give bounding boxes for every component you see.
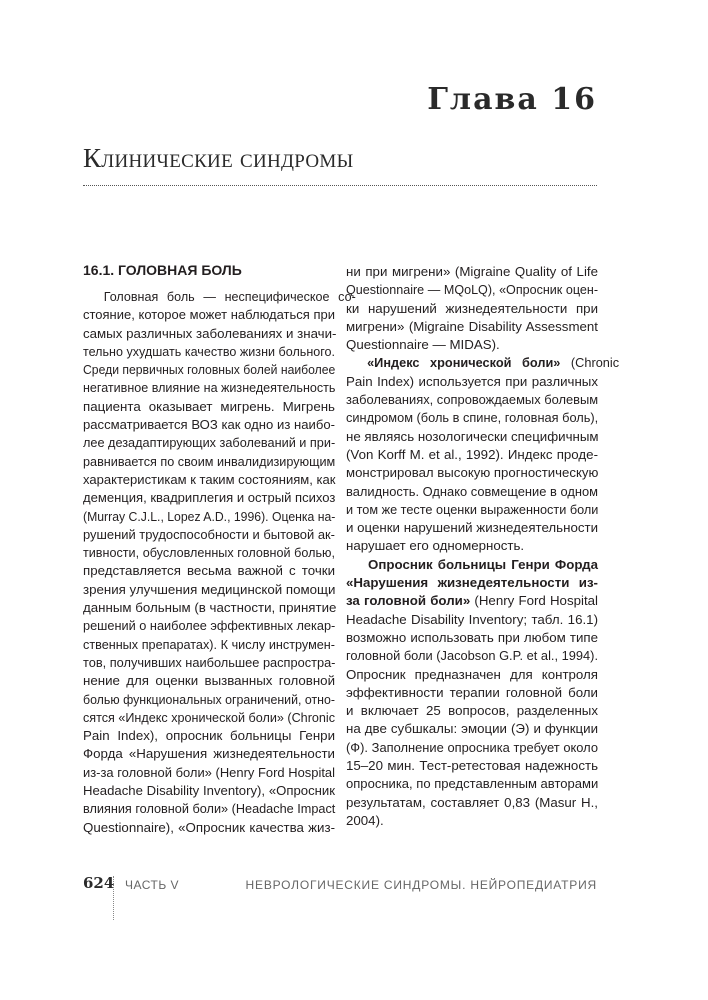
line-text: и том же тесте оценки выраженности боли [346, 501, 599, 517]
text-line [346, 611, 598, 629]
text-line [346, 409, 598, 427]
text-line [83, 544, 335, 562]
text-line [346, 537, 598, 555]
text-line [346, 720, 598, 738]
text-line [346, 775, 598, 793]
line-text: стояние, которое может наблюдаться при [83, 307, 335, 323]
text-line [346, 794, 598, 812]
line-text: сятся «Индекс хронической боли» (Chronic [83, 709, 335, 725]
line-text: данным больным (в частности, принятие [83, 600, 337, 616]
text-line [346, 318, 598, 336]
line-text: деменция, квадриплегия и острый психоз [83, 490, 336, 506]
text-line [346, 592, 598, 610]
text-line [83, 764, 335, 782]
text-line [346, 428, 598, 446]
line-text: зрения улучшения медицинской помощи [83, 581, 336, 597]
text-line [346, 464, 598, 482]
line-text: болью функциональных ограничений, отно- [83, 691, 335, 707]
line-text: Questionnaire), «Опросник качества жиз- [83, 819, 335, 835]
line-text: рассматривается ВОЗ как одно из наибо- [83, 417, 335, 433]
text-line [346, 354, 619, 372]
text-line [83, 691, 335, 709]
text-line [346, 446, 598, 464]
line-text: Головная боль — неспецифическое со- [103, 289, 356, 304]
text-line [346, 812, 598, 830]
text-line [346, 281, 598, 299]
text-line [83, 343, 335, 361]
text-line [83, 526, 335, 544]
text-line [83, 398, 335, 416]
page-number: 624 [83, 874, 115, 892]
text-line [346, 684, 598, 702]
text-line [83, 453, 335, 471]
line-text: Headache Disability Inventory), «Опросник [83, 783, 335, 799]
text-line [346, 336, 598, 354]
bold-text: за головной боли» [346, 593, 471, 609]
line-text: возможно использовать при любом типе [346, 629, 598, 645]
line-text: пациента оказывает мигрень. Мигрень [83, 398, 335, 414]
line-text: тов, получивших наибольшее распростра- [83, 654, 336, 670]
line-text: не являясь нозологически специфичным [346, 428, 599, 444]
text-line [346, 373, 598, 391]
text-line [83, 562, 335, 580]
line-text: эффективности терапии головной боли [346, 684, 598, 700]
text-line [346, 666, 598, 684]
line-text: представляется весьма важной с точки [83, 563, 335, 579]
line-text: и оценки нарушений жизнедеятельности [346, 520, 598, 536]
line-text: самых различных заболеваниях и значи- [83, 325, 337, 341]
section-heading: 16.1. ГОЛОВНАЯ БОЛЬ [83, 262, 242, 278]
text-line [83, 379, 335, 397]
text-line [83, 745, 335, 763]
line-text: Questionnaire — MQoLQ), «Опросник оцен- [346, 282, 598, 298]
text-line [83, 471, 335, 489]
text-line [83, 489, 335, 507]
line-text: на две субшкалы: эмоции (Э) и функции [346, 721, 598, 737]
dotted-divider [83, 185, 597, 186]
line-text: монстрировал высокую прогностическую [346, 465, 599, 481]
line-text: опросника, по представленным авторами [346, 776, 599, 792]
line-text: результатам, составляет 0,83 (Masur H., [346, 794, 598, 810]
text-line [83, 636, 335, 654]
text-line [346, 483, 598, 501]
text-line [346, 647, 598, 665]
text-line [83, 599, 335, 617]
line-text: нение для оценки вызванных головной [83, 673, 335, 689]
line-text: влияния головной боли» (Headache Impact [83, 801, 336, 817]
line-text: синдромом (боль в спине, головная боль), [346, 410, 599, 426]
line-text: мигрени» (Migraine Disability Assessment [346, 318, 598, 334]
line-text: лее дезадаптирующих заболеваний и при- [83, 435, 336, 451]
line-text: Среди первичных головных болей наиболее [83, 362, 336, 378]
line-text: нарушает его одномерность. [346, 538, 525, 554]
text-line [83, 306, 335, 324]
footer-divider [113, 876, 114, 920]
line-text: Pain Index), опросник больницы Генри [83, 728, 335, 744]
line-text: (Henry Ford Hospital [470, 593, 598, 609]
line-text: Questionnaire — MIDAS). [346, 337, 500, 353]
line-text: (Ф). Заполнение опросника требует около [346, 739, 598, 755]
line-text: головной боли (Jacobson G.P. et al., 1994). [346, 648, 599, 664]
line-text: 2004). [346, 812, 384, 828]
text-line [346, 501, 598, 519]
footer-section-title: НЕВРОЛОГИЧЕСКИЕ СИНДРОМЫ. НЕЙРОПЕДИАТРИЯ [245, 878, 597, 892]
text-line [83, 416, 335, 434]
line-text: заболеваниях, сопровождаемых болевым [346, 392, 599, 408]
line-text: негативное влияние на жизнедеятельность [83, 380, 336, 396]
bold-text: «Нарушения жизнедеятельности из- [346, 575, 598, 591]
text-line [83, 819, 335, 837]
text-line [83, 654, 335, 672]
bold-text: Опросник больницы Генри Форда [368, 556, 598, 572]
text-line [83, 617, 335, 635]
line-text: из-за головной боли» (Henry Ford Hospital [83, 764, 335, 780]
line-text: и включает 25 вопросов, разделенных [346, 703, 598, 719]
line-text: ки нарушений жизнедеятельности при [346, 300, 598, 316]
line-text: (Chronic [560, 355, 620, 371]
text-line [346, 263, 598, 281]
line-text: характеристикам к таким состояниям, как [83, 471, 336, 487]
text-line [83, 434, 335, 452]
line-text: тивности, обусловленных головной болью, [83, 545, 335, 561]
text-line [346, 300, 598, 318]
text-line [83, 361, 335, 379]
chapter-number: Глава 16 [427, 82, 597, 117]
line-text: ни при мигрени» (Migraine Quality of Life [346, 264, 598, 279]
text-line [83, 288, 356, 306]
line-text: (Murray C.J.L., Lopez A.D., 1996). Оценка на- [83, 508, 336, 524]
text-line [346, 519, 598, 537]
line-text: Headache Disability Inventory; табл. 16.1) [346, 611, 598, 627]
text-line [346, 702, 598, 720]
line-text: рушений трудоспособности и бытовой ак- [83, 526, 335, 542]
text-line [83, 709, 335, 727]
line-text: валидность. Однако совмещение в одном [346, 483, 598, 499]
text-line [83, 800, 335, 818]
line-text: тельно ухудшать качество жизни больного. [83, 343, 335, 359]
line-text: Pain Index) используется при различных [346, 373, 598, 389]
text-line [346, 629, 598, 647]
line-text: Форда «Нарушения жизнедеятельности [83, 746, 335, 762]
text-line [346, 757, 598, 775]
text-line [83, 508, 335, 526]
bold-text: «Индекс хронической боли» [367, 355, 561, 371]
text-line [346, 739, 598, 757]
text-line [346, 574, 598, 592]
line-text: (Von Korff M. et al., 1992). Индекс проде- [346, 446, 598, 462]
text-line [346, 391, 598, 409]
line-text: равнивается по своим инвалидизирующим [83, 453, 336, 469]
text-line [83, 325, 335, 343]
text-line [83, 782, 335, 800]
text-line [83, 672, 335, 690]
chapter-title: Клинические синдромы [83, 143, 354, 173]
text-line [83, 727, 335, 745]
line-text: Опросник предназначен для контроля [346, 666, 598, 682]
right-column [346, 263, 620, 830]
footer-part: ЧАСТЬ V [125, 878, 180, 892]
left-column [83, 288, 356, 837]
line-text: 15–20 мин. Тест-ретестовая надежность [346, 758, 598, 774]
text-line [83, 581, 335, 599]
line-text: решений о наиболее эффективных лекар- [83, 618, 336, 634]
text-line [346, 556, 598, 574]
line-text: ственных препаратах). К числу инструмен- [83, 636, 335, 652]
